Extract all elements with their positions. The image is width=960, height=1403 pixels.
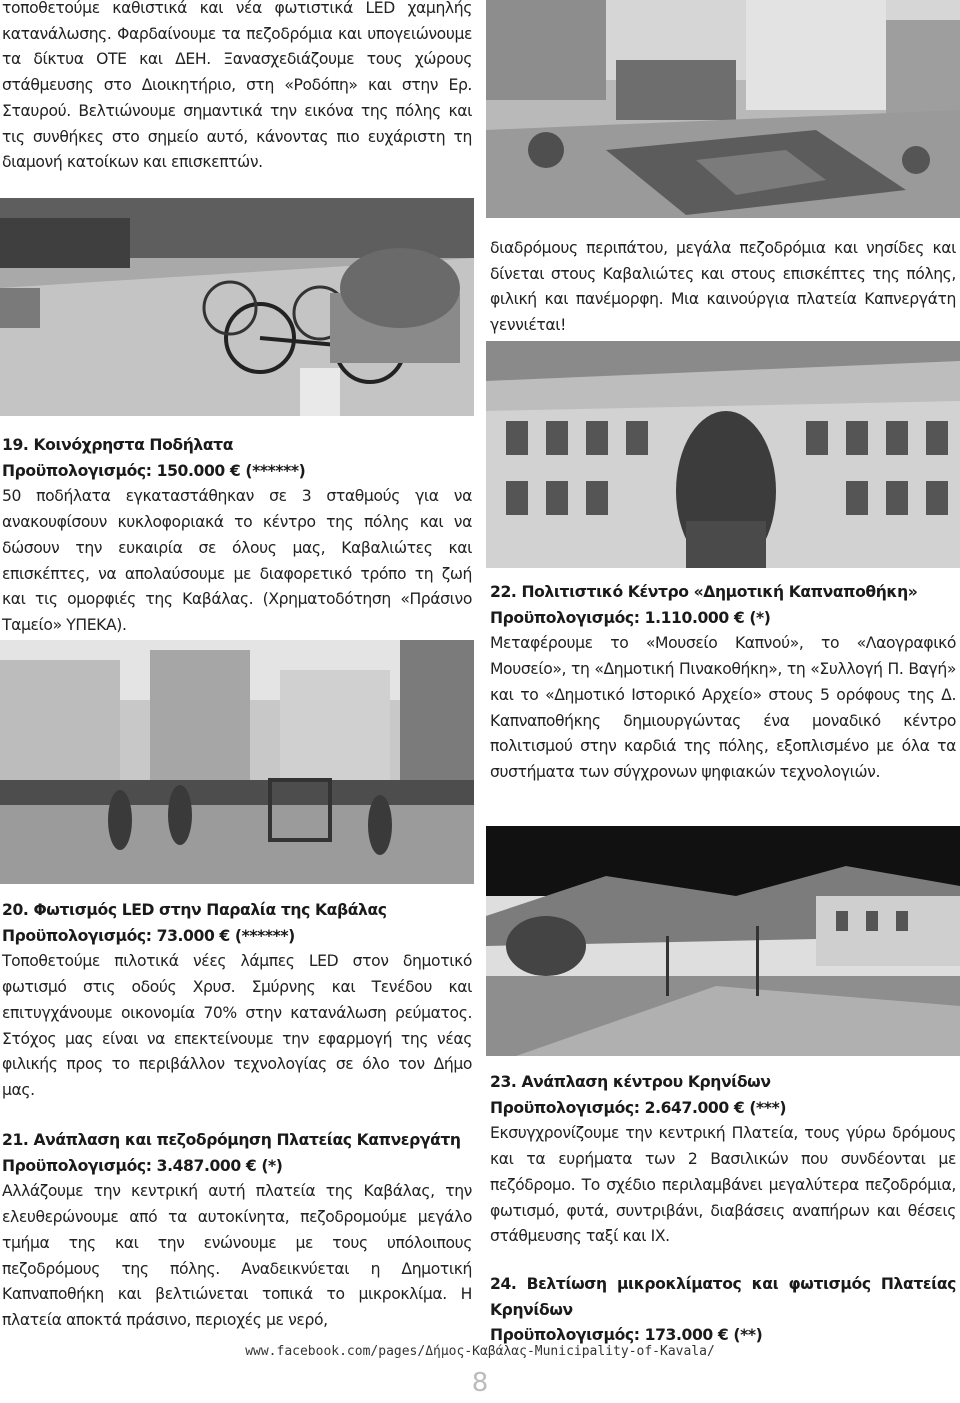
item-21-text: Αλλάζουμε την κεντρική αυτή πλατεία της Καβάλας, την ελευθερώνουμε από τα αυτοκίνητα, πεζοδρομούμε μεγάλο τμήμα της και την ενώνουμε με τους υπόλοιπους πεζοδρόμους της πόλης. Αναδεικνύεται η Δημοτική Καπναποθήκη και βελτιώνεται τοπικά το μικροκλίμα. Η πλατεία αποκτά πράσινο, περιοχές με νερό, xyxy=(2,1182,472,1329)
item-19-section xyxy=(2,433,472,639)
item-24-section xyxy=(490,1272,956,1349)
item-24-budget: Προϋπολογισμός: 173.000 € (**) xyxy=(490,1326,763,1345)
item-20-title: 20. Φωτισμός LED στην Παραλία της Καβάλας xyxy=(2,901,387,919)
item-22-text: Μεταφέρουμε το «Μουσείο Καπνού», το «Λαογραφικό Μουσείο», τη «Δημοτική Πινακοθήκη», τη «Συλλογή Π. Βαγή» και το «Δημοτικό Ιστορικό Αρχείο» στους 5 ορόφους της Δ. Καπναποθήκης δημιουργώντας ένα μοναδικό κέντρο πολιτισμού στην καρδιά της πόλης, εξοπλισμένο με όλα τα συστήματα των σύγχρονων ψηφιακών τεχνολογιών. xyxy=(490,634,956,781)
item-23-section xyxy=(490,1070,956,1250)
krinides-park-photo xyxy=(486,826,960,1056)
item-22-budget: Προϋπολογισμός: 1.110.000 € (*) xyxy=(490,608,771,627)
bike-station-photo xyxy=(0,198,474,416)
footer-facebook-url: www.facebook.com/pages/Δήμος-Καβάλας-Municipality-of-Kavala/ xyxy=(245,1344,715,1359)
item-22-section xyxy=(490,580,956,786)
page-number: 8 xyxy=(471,1368,489,1398)
item-23-budget: Προϋπολογισμός: 2.647.000 € (***) xyxy=(490,1098,787,1117)
square-rendering-photo xyxy=(486,0,960,218)
item-20-section xyxy=(2,898,472,1104)
item-20-budget: Προϋπολογισμός: 73.000 € (******) xyxy=(2,926,295,945)
continuation-paragraph xyxy=(490,236,956,339)
item-20-text: Τοποθετούμε πιλοτικά νέες λάμπες LED στον δημοτικό φωτισμό στις οδούς Χρυσ. Σμύρνης και Τενέδου και επιτυγχάνουμε οικονομία 70% στην κατανάλωση ρεύματος. Στόχος μας είναι να επεκτείνουμε την εφαρμογή της νέας φιλικής προς το περιβάλλον τεχνολογίας σε όλο τον Δήμο μας. xyxy=(2,952,472,1099)
item-21-budget: Προϋπολογισμός: 3.487.000 € (*) xyxy=(2,1156,283,1175)
item-24-title: 24. Βελτίωση μικροκλίματος και φωτισμός Πλατείας Κρηνίδων xyxy=(490,1275,956,1319)
item-21-title: 21. Ανάπλαση και πεζοδρόμηση Πλατείας Καπνεργάτη xyxy=(2,1131,461,1149)
tobacco-warehouse-photo xyxy=(486,341,960,568)
item-19-budget: Προϋπολογισμός: 150.000 € (******) xyxy=(2,461,306,480)
item-23-text: Εκσυγχρονίζουμε την κεντρική Πλατεία, τους γύρω δρόμους και τα ευρήματα των 2 Βασιλικών που συνδέονται με πεζόδρομο. Το σχέδιο περιλαμβάνει μεγαλύτερα πεζοδρόμια, φωτισμό, φυτά, συντριβάνι, διαβάσεις αναπήρων και θέσεις στάθμευσης ταξί και ΙΧ. xyxy=(490,1124,956,1246)
park-workers-photo xyxy=(0,640,474,884)
item-19-title: 19. Κοινόχρηστα Ποδήλατα xyxy=(2,436,234,454)
item-21-section xyxy=(2,1128,472,1334)
continuation-text: διαδρόμους περιπάτου, μεγάλα πεζοδρόμια και νησίδες και δίνεται στους Καβαλιώτες και στους επισκέπτες της πόλης, φιλική και πανέμορφη. Μια καινούργια πλατεία Καπνεργάτη γεννιέται! xyxy=(490,239,956,335)
intro-text: τοποθετούμε καθιστικά και νέα φωτιστικά LED χαμηλής κατανάλωσης. Φαρδαίνουμε τα πεζοδρόμια και υπογειώνουμε τα δίκτυα ΟΤΕ και ΔΕΗ. Ξανασχεδιάζουμε τους χώρους στάθμευσης στο Διοικητήριο, στη «Ροδόπη» και στην Ερ. Σταυρού. Βελτιώνουμε σημαντικά την εικόνα της πόλης και τις συνθήκες στο σημείο αυτό, κάνοντας πιο ευχάριστη τη διαμονή κατοίκων και επισκεπτών. xyxy=(2,0,472,172)
item-19-text: 50 ποδήλατα εγκαταστάθηκαν σε 3 σταθμούς για να ανακουφίσουν κυκλοφοριακά το κέντρο της πόλης και να δώσουν την ευκαιρία σε όλους μας, Καβαλιώτες και επισκέπτες, να απολαύσουμε με διαφορετικό τρόπο τη ζωή και τις ομορφιές της Καβάλας. (Χρηματοδότηση «Πράσινο Ταμείο» ΥΠΕΚΑ). xyxy=(2,487,472,634)
item-22-title: 22. Πολιτιστικό Κέντρο «Δημοτική Καπναποθήκη» xyxy=(490,583,918,601)
item-23-title: 23. Ανάπλαση κέντρου Κρηνίδων xyxy=(490,1073,771,1091)
intro-paragraph xyxy=(2,0,472,176)
